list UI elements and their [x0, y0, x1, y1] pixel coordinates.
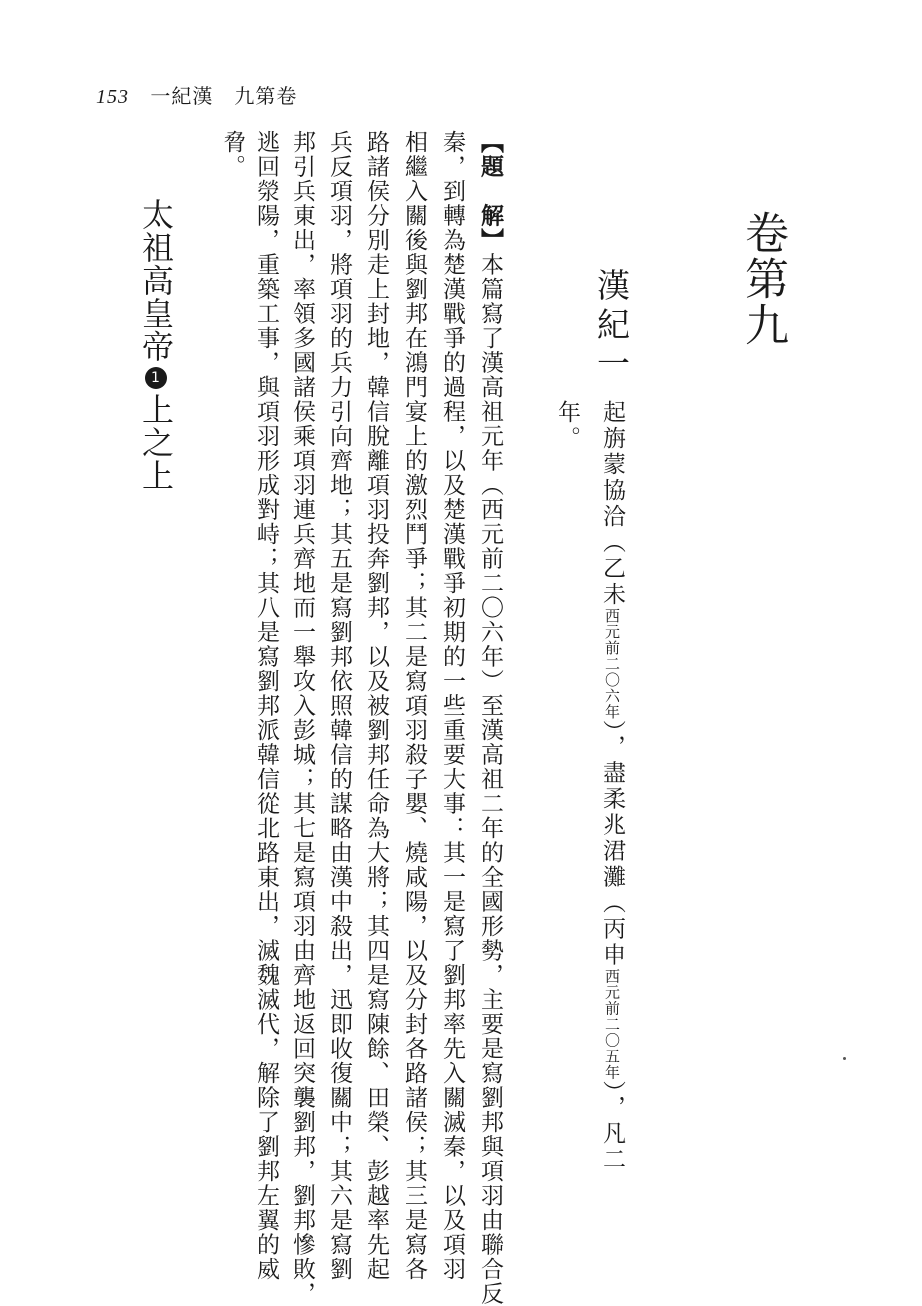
date-range-continuation: 年。	[555, 400, 578, 452]
emperor-section-title	[140, 198, 172, 492]
intro-column-6: 邦引兵東出，率領多國諸侯乘項羽連兵齊地而一舉攻入彭城；其七是寫項羽由齊地返回突襲劉邦，劉邦慘敗，	[290, 130, 313, 1306]
emperor-title-part2: 上之上	[137, 393, 175, 492]
date-main: 起旃蒙協洽（乙未	[599, 400, 625, 608]
intro-column-4: 路諸侯分別走上封地，韓信脫離項羽投奔劉邦，以及被劉邦任命為大將；其四是寫陳餘、田榮、彭越率先起	[364, 130, 387, 1282]
stray-dot	[843, 1057, 846, 1060]
page-header	[96, 80, 297, 109]
date-end: ），凡二	[599, 1081, 625, 1174]
intro-text-1: 本篇寫了漢高祖元年（西元前二〇六年）至漢高祖二年的全國形勢，主要是寫劉邦與項羽由聯合反	[477, 253, 503, 1306]
intro-column-3: 相繼入關後與劉邦在鴻門宴上的激烈鬥爭；其二是寫項羽殺子嬰、燒咸陽，以及分封各路諸侯；其三是寫各	[402, 130, 425, 1282]
intro-label: 【題 解】	[479, 130, 502, 253]
volume-title: 卷第九	[740, 210, 784, 348]
chapter-title: 漢紀一	[595, 268, 628, 385]
section-number-badge: 1	[145, 367, 167, 389]
intro-column-7: 逃回滎陽，重築工事，與項羽形成對峙；其八是寫劉邦派韓信從北路東出，滅魏滅代，解除了劉邦左翼的威	[254, 130, 277, 1282]
date-range-line	[600, 400, 623, 1173]
intro-column-1	[478, 130, 502, 1306]
page-number: 153	[96, 86, 129, 108]
date-small-2: 西元前二〇五年	[603, 969, 621, 1081]
intro-column-2: 秦，到轉為楚漢戰爭的過程，以及楚漢戰爭初期的一些重要大事：其一是寫了劉邦率先入關滅秦，以及項羽	[440, 130, 463, 1282]
date-small-1: 西元前二〇六年	[603, 608, 621, 720]
date-mid: ），盡柔兆涒灘（丙申	[599, 720, 625, 969]
intro-column-5: 兵反項羽，將項羽的兵力引向齊地；其五是寫劉邦依照韓信的謀略由漢中殺出，迅即收復關中；其六是寫劉	[327, 130, 350, 1282]
running-title: 一紀漢 九第卷	[150, 84, 297, 108]
emperor-title-part1: 太祖高皇帝	[137, 198, 175, 363]
intro-column-8: 脅。	[220, 130, 243, 179]
